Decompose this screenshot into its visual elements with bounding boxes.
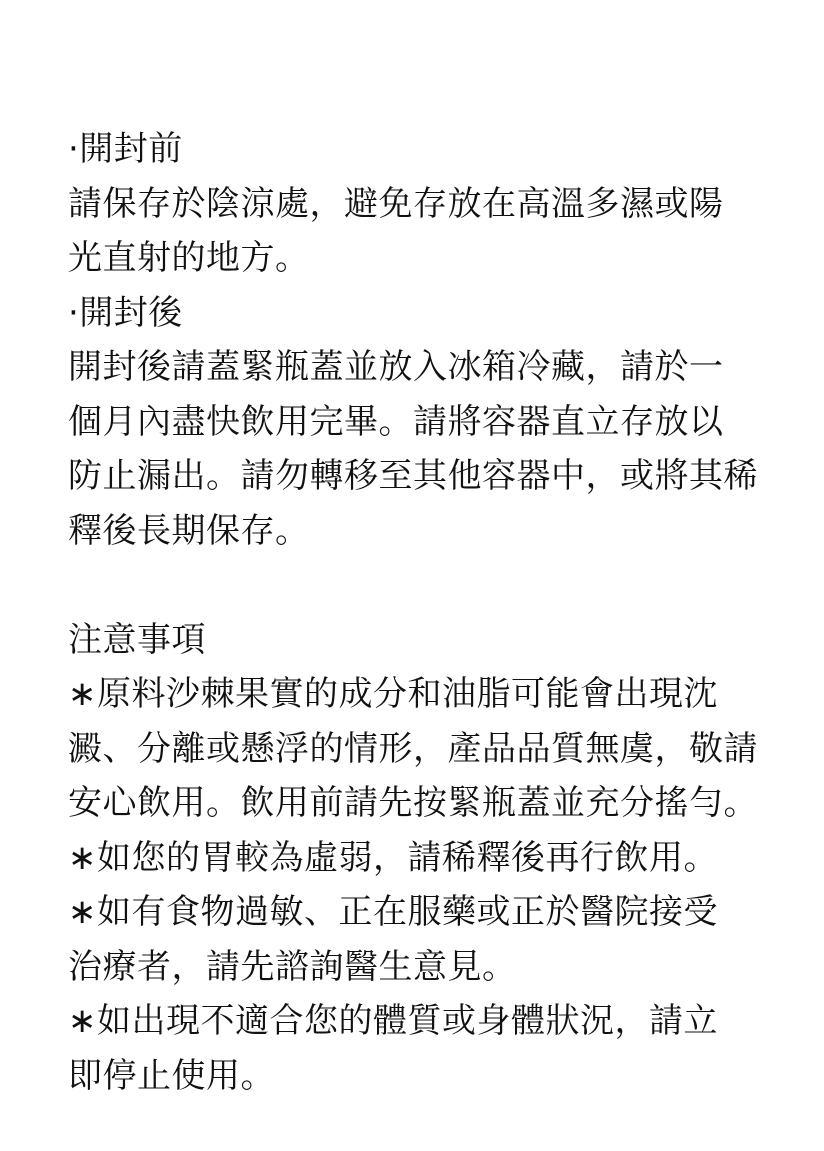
- after-opening-section: [68, 286, 758, 559]
- after-opening-heading: ·開封後: [68, 292, 183, 333]
- notes-text-line: 安心飲用。飲用前請先按緊瓶蓋並充分搖勻。: [68, 783, 758, 823]
- after-opening-text-line: 釋後長期保存。: [68, 510, 310, 551]
- section-spacer: [68, 558, 758, 613]
- notes-text-line: 即停止使用。: [68, 1055, 275, 1096]
- notes-text-line: 澱、分離或懸浮的情形，產品品質無虞，敬請: [68, 728, 758, 769]
- notes-text-line: 治療者，請先諮詢醫生意見。: [68, 946, 517, 987]
- before-opening-section: [68, 122, 758, 286]
- notes-heading: 注意事項: [68, 619, 206, 660]
- notes-text-line: ∗如您的胃較為虛弱，請稀釋後再行飲用。: [68, 837, 718, 878]
- notes-text-line: ∗如有食物過敏、正在服藥或正於醫院接受: [68, 892, 718, 932]
- before-opening-heading: ·開封前: [68, 129, 183, 169]
- after-opening-text-line: 個月內盡快飲用完畢。請將容器直立存放以: [68, 401, 724, 442]
- notes-section: [68, 613, 758, 1104]
- notes-text-line: ∗原料沙棘果實的成分和油脂可能會出現沈: [68, 674, 718, 714]
- storage-instructions-document: [68, 122, 758, 1103]
- before-opening-text-line: 光直射的地方。: [68, 238, 310, 278]
- after-opening-text-line: 開封後請蓋緊瓶蓋並放入冰箱冷藏，請於一: [68, 347, 724, 387]
- notes-text-line: ∗如出現不適合您的體質或身體狀況，請立: [68, 1001, 718, 1041]
- before-opening-text-line: 請保存於陰涼處，避免存放在高溫多濕或陽: [68, 183, 724, 224]
- after-opening-text-line: 防止漏出。請勿轉移至其他容器中，或將其稀: [68, 456, 758, 496]
